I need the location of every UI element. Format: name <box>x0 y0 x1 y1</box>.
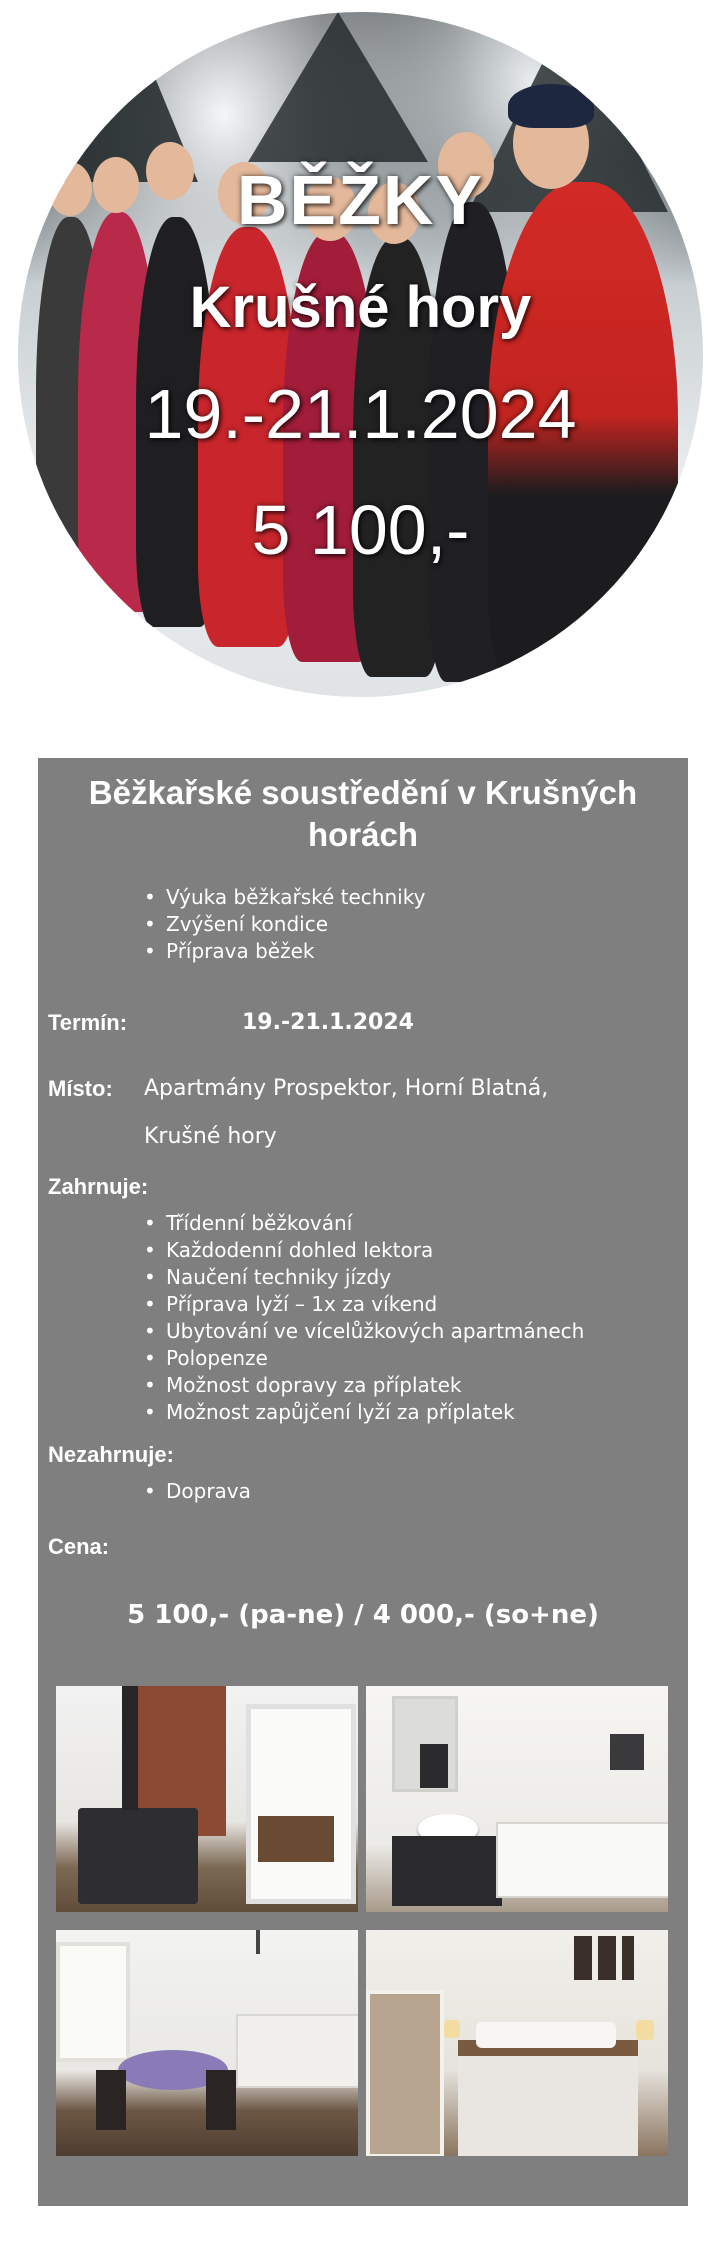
includes-list <box>144 1210 584 1426</box>
bunk-bed <box>366 1990 444 2156</box>
towel <box>420 1744 448 1788</box>
chair <box>206 2070 236 2130</box>
list-item: • Příprava lyží – 1x za víkend <box>144 1291 584 1318</box>
price-label: Cena: <box>48 1534 110 1559</box>
doorway <box>246 1704 356 1904</box>
term-value: 19.-21.1.2024 <box>242 1010 414 1035</box>
apartment-photo-bedroom <box>366 1930 668 2156</box>
lamp <box>256 1930 260 1954</box>
list-item: • Výuka běžkařské techniky <box>144 884 425 911</box>
info-panel <box>38 758 688 2206</box>
includes-label: Zahrnuje: <box>48 1174 149 1199</box>
panel-title: Běžkařské soustředění v Krušných horách <box>88 774 638 853</box>
chair <box>96 2070 126 2130</box>
price-value: 5 100,- (pa-ne) / 4 000,- (so+ne) <box>127 1600 599 1630</box>
beanie <box>508 84 594 128</box>
window <box>56 1942 130 2062</box>
dresser <box>258 1816 334 1862</box>
highlights-list <box>144 884 425 965</box>
hero-title: BĚŽKY <box>236 161 485 239</box>
apartment-photo-kitchen <box>56 1686 358 1912</box>
wall-pictures <box>574 1936 634 1980</box>
list-item: • Naučení techniky jízdy <box>144 1264 584 1291</box>
bathtub <box>496 1822 668 1898</box>
list-item: • Ubytování ve vícelůžkových apartmánech <box>144 1318 584 1345</box>
place-label: Místo: <box>48 1076 113 1101</box>
hero-price: 5 100,- <box>251 491 470 569</box>
tree <box>248 12 428 162</box>
vanity <box>392 1836 502 1906</box>
excludes-list <box>144 1478 251 1505</box>
hanging-towel <box>610 1734 644 1770</box>
hero-subtitle: Krušné hory <box>189 275 532 340</box>
list-item: • Možnost zapůjčení lyží za příplatek <box>144 1399 584 1426</box>
lamp <box>444 2020 460 2038</box>
stove-pipe <box>122 1686 138 1810</box>
apartment-photo-dining <box>56 1930 358 2156</box>
stove <box>78 1808 198 1904</box>
lamp <box>636 2020 654 2040</box>
list-item: • Příprava běžek <box>144 938 425 965</box>
place-line-2: Krušné hory <box>144 1124 277 1149</box>
hero-photo <box>18 12 703 697</box>
excludes-label: Nezahrnuje: <box>48 1442 174 1467</box>
kitchen-counter <box>236 2014 358 2088</box>
list-item: • Možnost dopravy za příplatek <box>144 1372 584 1399</box>
list-item: • Zvýšení kondice <box>144 911 425 938</box>
pillows <box>476 2022 616 2048</box>
apartment-photo-bathroom <box>366 1686 668 1912</box>
list-item: • Polopenze <box>144 1345 584 1372</box>
bed <box>458 2040 638 2156</box>
place-line-1: Apartmány Prospektor, Horní Blatná, <box>144 1076 549 1101</box>
term-label: Termín: <box>48 1010 128 1035</box>
hero-date: 19.-21.1.2024 <box>144 375 577 453</box>
list-item: • Třídenní běžkování <box>144 1210 584 1237</box>
list-item: • Doprava <box>144 1478 251 1505</box>
list-item: • Každodenní dohled lektora <box>144 1237 584 1264</box>
